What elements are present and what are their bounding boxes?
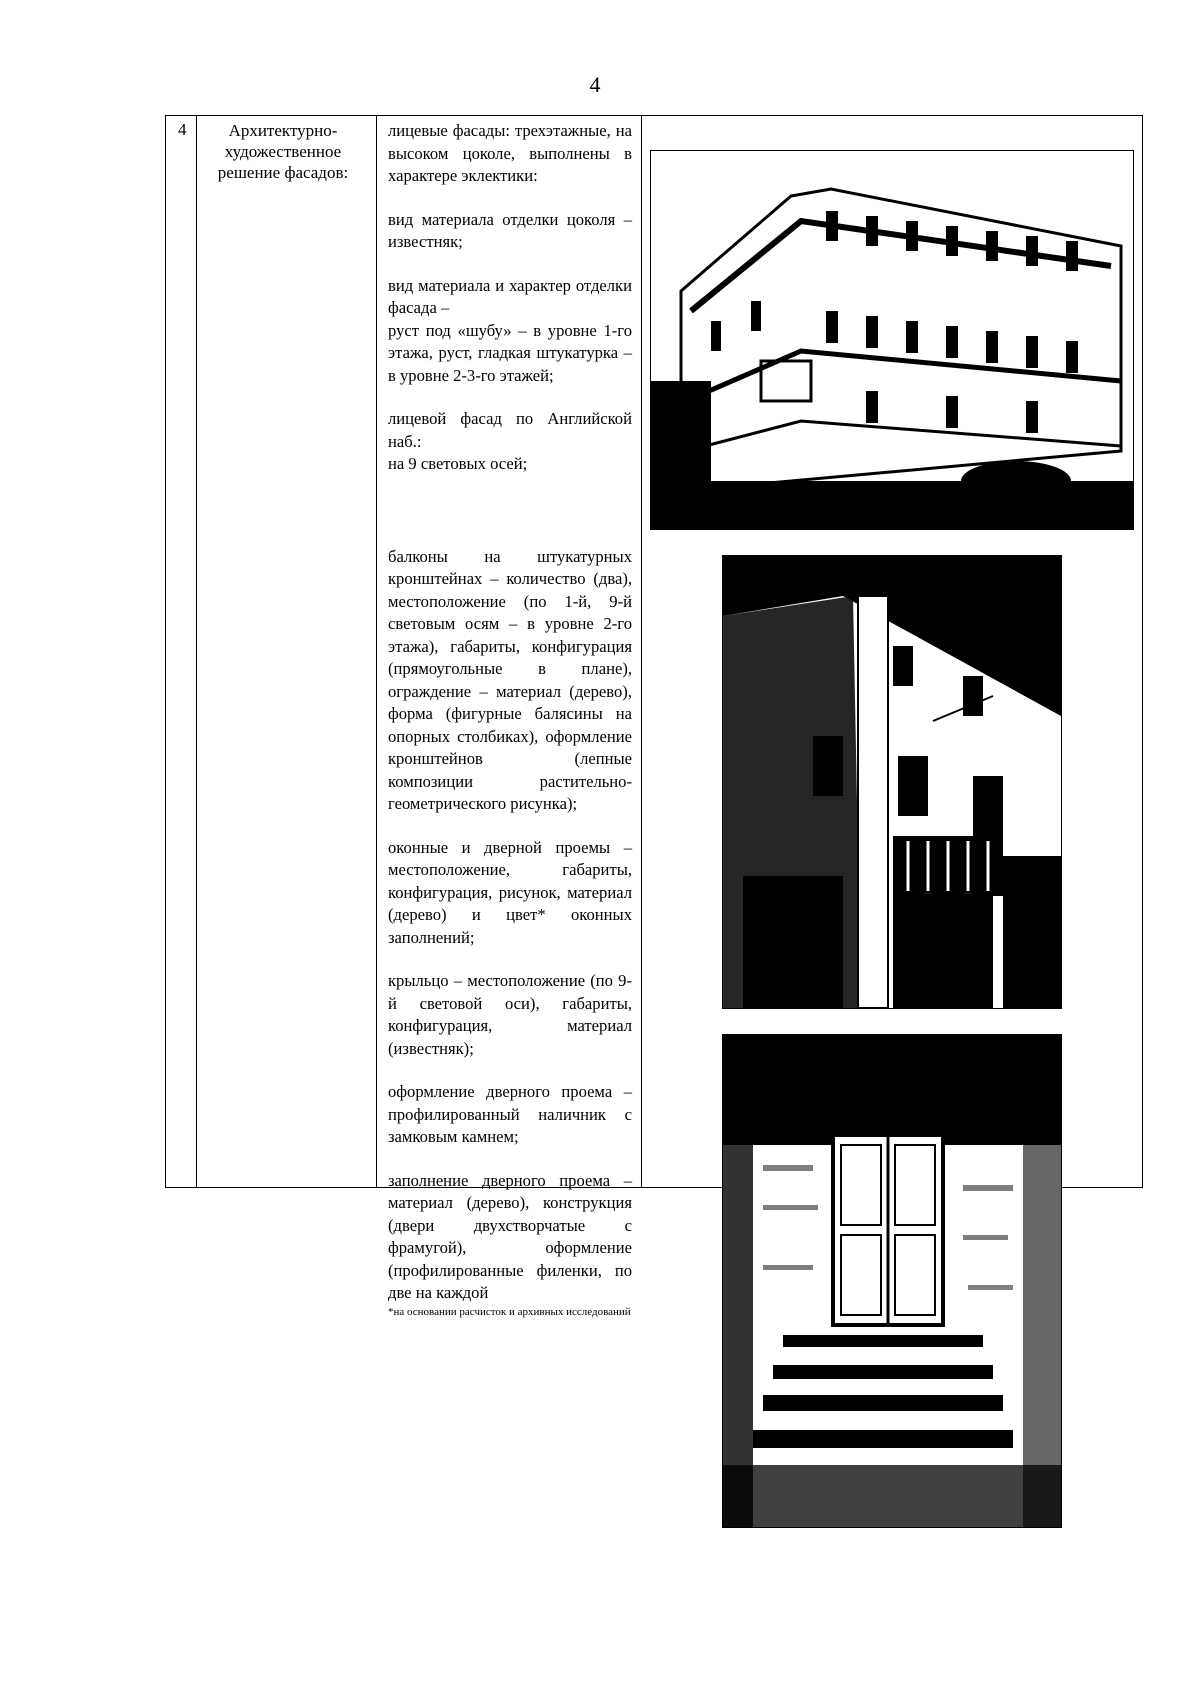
desc-paragraph: оконные и дверной проемы – местоположение, габариты, конфигурация, рисунок, материал (дерево) и цвет* оконных заполнений; [388,837,632,947]
desc-paragraph: вид материала и характер отделки фасада – руст под «шубу» – в уровне 1-го этажа, руст, гладкая штукатурка – в уровне 2-3-го этажей; [388,275,632,385]
footnote: *на основании расчисток и архивных исследований [388,1305,631,1318]
column-divider-3 [641,116,642,1187]
row-title-line: решение фасадов: [217,163,349,182]
desc-paragraph: лицевые фасады: трехэтажные, на высоком цоколе, выполнены в характере эклектики: [388,121,632,185]
desc-paragraph: балконы на штукатурных кронштейнах – количество (два), местоположение (по 1-й, 9-й световым осям – в уровне 2-го этажа), габариты, конфигурация (прямоугольные в плане), ограждение – материал (дерево), форма (фигурные балясины на опорных столбиках), оформление кронштейнов (лепные композиции растительно-геометрического рисунка); [388,546,632,813]
row-title-line: художественное [224,142,342,161]
desc-paragraph: лицевой фасад по Английской наб.: на 9 световых осей; [388,409,632,473]
row-description [388,120,632,1319]
balcony-facade-photo [722,555,1062,1009]
row-number: 4 [178,120,187,139]
building-corner-image [651,151,1133,529]
balcony-facade-image [723,556,1061,1008]
building-corner-photo [650,150,1134,530]
row-title-line: Архитектурно- [228,121,338,140]
row-title [198,120,368,183]
desc-paragraph: заполнение дверного проема – материал (дерево), конструкция (двери двухстворчатые с фрамугой), оформление (профилированные филенки, по две на каждой [388,1170,632,1302]
desc-paragraph: крыльцо – местоположение (по 9-й световой оси), габариты, конфигурация, материал (известняк); [388,971,632,1058]
column-divider-1 [196,116,197,1187]
desc-paragraph: вид материала отделки цоколя – известняк; [388,209,632,251]
desc-paragraph: оформление дверного проема – профилированный наличник с замковым камнем; [388,1082,632,1146]
desc-spacer [388,476,632,546]
entrance-door-image [723,1035,1061,1527]
column-divider-2 [376,116,377,1187]
page-number: 4 [589,72,601,97]
entrance-door-photo [722,1034,1062,1528]
